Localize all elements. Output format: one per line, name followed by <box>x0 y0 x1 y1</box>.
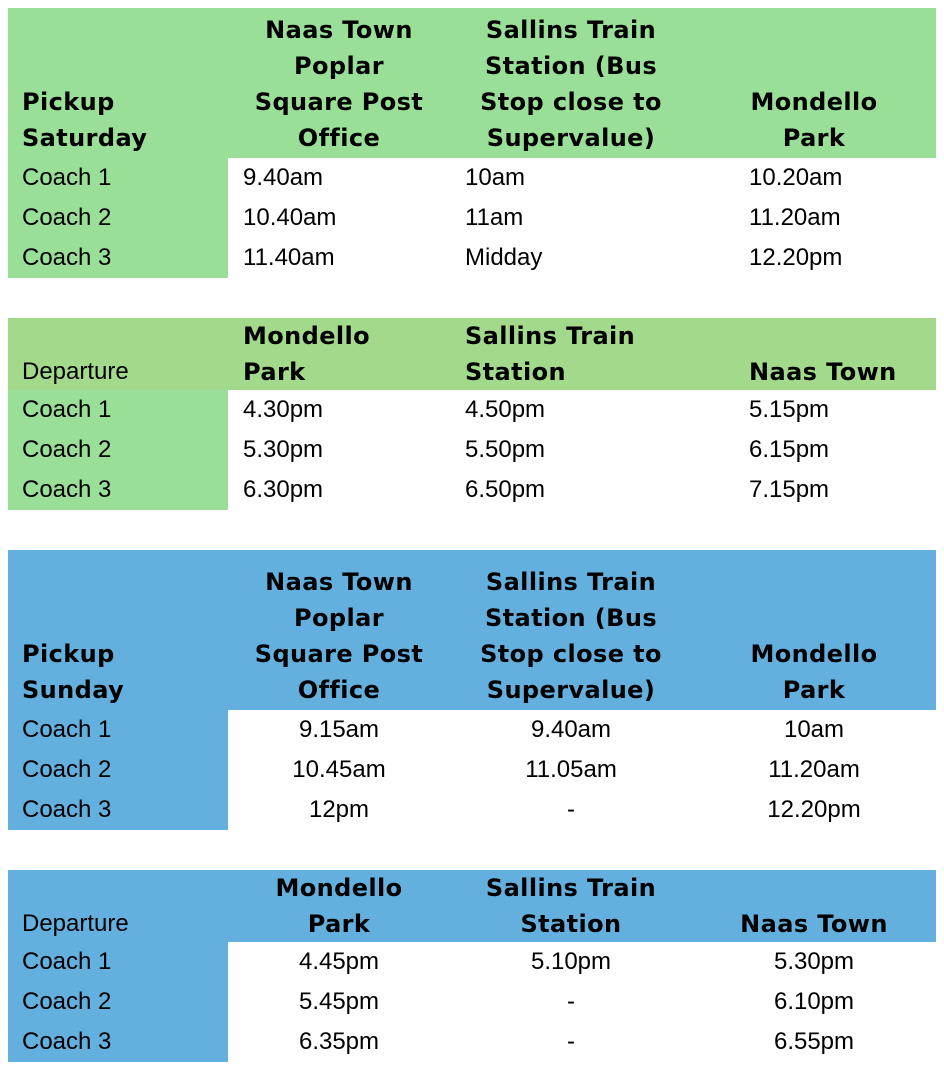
table-cell: 4.50pm <box>465 396 546 423</box>
table-cell: 10.45am <box>292 756 386 783</box>
table-cell: 12.20pm <box>749 244 843 271</box>
table-cell: 10.40am <box>243 204 337 231</box>
table-row <box>8 1022 936 1062</box>
table-cell: 12.20pm <box>767 796 861 823</box>
row-label: Coach 3 <box>8 790 228 830</box>
table-row <box>8 982 936 1022</box>
table-cell: 4.30pm <box>243 396 324 423</box>
table-cell: 10am <box>465 164 526 191</box>
table-cell: - <box>567 988 575 1015</box>
table-cell: 11.20am <box>768 756 860 783</box>
column-header-naas-town: Naas Town Poplar Square Post Office <box>254 568 424 704</box>
table-cell: 5.15pm <box>749 396 830 423</box>
row-label: Coach 1 <box>8 942 228 982</box>
table-row <box>8 942 936 982</box>
table-cell: 9.40am <box>530 716 612 743</box>
table-header <box>8 870 936 942</box>
header-label: Departure <box>22 910 129 937</box>
table-cell: Midday <box>465 244 543 271</box>
sunday-pickup-table <box>8 550 936 830</box>
table-row <box>8 750 936 790</box>
table-row <box>8 158 936 198</box>
table-cell: 11.40am <box>243 244 335 271</box>
table-cell: 6.55pm <box>773 1028 855 1055</box>
table-row <box>8 710 936 750</box>
saturday-departure-table <box>8 318 936 510</box>
row-label: Coach 3 <box>8 470 228 510</box>
table-header <box>8 318 936 390</box>
table-cell: - <box>567 1028 575 1055</box>
row-label: Coach 2 <box>8 750 228 790</box>
table-cell: 10.20am <box>749 164 843 191</box>
column-header-sallins: Sallins Train Station (Bus Stop close to Supervalue) <box>480 16 662 152</box>
row-label: Coach 1 <box>8 390 228 430</box>
row-label: Coach 3 <box>8 238 228 278</box>
table-cell: 11.20am <box>749 204 841 231</box>
table-cell: 6.30pm <box>243 476 324 503</box>
column-header-naas-town: Naas Town <box>740 910 888 938</box>
table-cell: 9.15am <box>298 716 380 743</box>
column-header-naas-town: Naas Town <box>749 358 897 386</box>
table-row <box>8 390 936 430</box>
table-cell: 5.45pm <box>298 988 380 1015</box>
table-cell: - <box>567 796 575 823</box>
row-label: Coach 3 <box>8 1022 228 1062</box>
column-header-mondello: Mondello Park <box>750 640 878 704</box>
column-header-sallins: Sallins Train Station (Bus Stop close to Supervalue) <box>480 568 662 704</box>
table-row <box>8 198 936 238</box>
column-header-mondello: Mondello Park <box>243 322 371 386</box>
table-cell: 7.15pm <box>749 476 830 503</box>
table-row <box>8 238 936 278</box>
header-label: Pickup Saturday <box>22 88 148 152</box>
row-label: Coach 2 <box>8 982 228 1022</box>
table-cell: 12pm <box>308 796 370 823</box>
sunday-departure-table <box>8 870 936 1062</box>
saturday-pickup-table <box>8 8 936 278</box>
column-header-mondello: Mondello Park <box>750 88 878 152</box>
table-cell: 9.40am <box>243 164 324 191</box>
table-cell: 11am <box>465 204 524 231</box>
table-row <box>8 470 936 510</box>
table-cell: 5.50pm <box>465 436 546 463</box>
row-label: Coach 2 <box>8 430 228 470</box>
table-cell: 4.45pm <box>298 948 380 975</box>
table-cell: 5.10pm <box>530 948 612 975</box>
table-cell: 6.10pm <box>773 988 855 1015</box>
table-cell: 5.30pm <box>773 948 855 975</box>
table-header <box>8 550 936 710</box>
row-label: Coach 1 <box>8 158 228 198</box>
table-header <box>8 8 936 158</box>
table-cell: 11.05am <box>525 756 617 783</box>
column-header-sallins: Sallins Train Station <box>485 874 657 938</box>
column-header-mondello: Mondello Park <box>275 874 403 938</box>
table-row <box>8 790 936 830</box>
row-label: Coach 2 <box>8 198 228 238</box>
column-header-sallins: Sallins Train Station <box>465 322 636 386</box>
table-cell: 10am <box>783 716 845 743</box>
row-label: Coach 1 <box>8 710 228 750</box>
table-cell: 5.30pm <box>243 436 324 463</box>
table-cell: 6.35pm <box>298 1028 380 1055</box>
table-row <box>8 430 936 470</box>
table-cell: 6.50pm <box>465 476 546 503</box>
column-header-naas-town: Naas Town Poplar Square Post Office <box>254 16 424 152</box>
table-cell: 6.15pm <box>749 436 830 463</box>
header-label: Departure <box>22 358 129 385</box>
header-label: Pickup Sunday <box>22 640 125 704</box>
